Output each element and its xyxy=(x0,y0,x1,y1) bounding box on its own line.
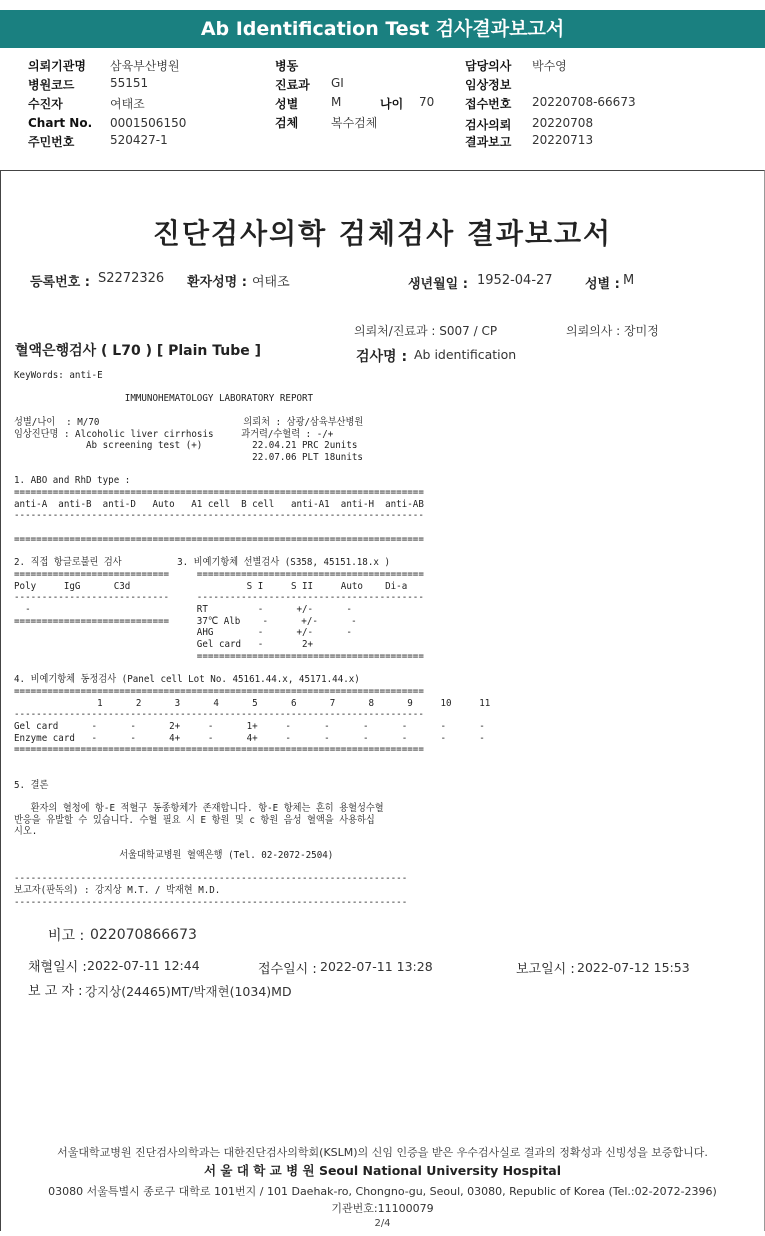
report-line: ============================ 37℃ Alb - +/- - xyxy=(14,615,357,627)
registration-value: S2272326 xyxy=(98,271,165,286)
report-line: 환자의 혈청에 항-E 적혈구 동종항체가 존재합니다. 항-E 항체는 흔히 용혈성수혈 xyxy=(14,802,384,814)
report-time-label: 보고일시 : xyxy=(516,962,575,977)
report-line: ========================================= xyxy=(14,650,424,662)
header-label: 수진자 xyxy=(28,97,63,111)
header-value: 여태조 xyxy=(110,97,145,111)
report-line: ========================================================================== xyxy=(14,533,424,545)
sex-value: M xyxy=(623,273,635,288)
header-label: 결과보고 xyxy=(465,135,512,149)
header-label: 진료과 xyxy=(275,78,310,92)
report-line: 4. 비예기항체 동정검사 (Panel cell Lot No. 45161.44.x, 45171.44.x) xyxy=(14,674,360,686)
header-value: GI xyxy=(331,76,344,90)
report-line: -------------------------------------------------------------------------- xyxy=(14,510,424,522)
report-line: ========================================================================== xyxy=(14,685,424,697)
receipt-time-label: 접수일시 : xyxy=(258,962,317,977)
report-line: -------------------------------------------------------------------------- xyxy=(14,709,424,721)
report-line: 보고자(판독의) : 강지상 M.T. / 박재현 M.D. xyxy=(14,884,221,896)
report-line: ========================================================================== xyxy=(14,744,424,756)
header-value: M xyxy=(331,95,342,109)
age-value: 70 xyxy=(419,95,435,109)
remarks-value: 022070866673 xyxy=(90,927,197,943)
report-line: ----------------------------------------------------------------------- xyxy=(14,873,408,885)
report-line: IMMUNOHEMATOLOGY LABORATORY REPORT xyxy=(14,393,314,405)
header-value: 박수영 xyxy=(532,59,567,73)
report-line: 반응을 유발할 수 있습니다. 수혈 필요 시 E 항원 및 c 항원 음성 혈액을 사용하십 xyxy=(14,814,375,826)
header-value: 520427-1 xyxy=(110,133,168,147)
header-label: 병동 xyxy=(275,59,299,73)
birth-date-value: 1952-04-27 xyxy=(477,273,553,288)
reporter-value: 강지상(24465)MT/박재현(1034)MD xyxy=(85,984,292,999)
report-line: AHG - +/- - xyxy=(14,627,352,639)
report-line: Gel card - - 2+ - 1+ - - - - - - xyxy=(14,721,485,732)
report-line: ========================================================================== xyxy=(14,487,424,498)
report-line: 성별/나이 : M/70 의뢰처 : 삼광/삼육부산병원 xyxy=(14,416,364,428)
institution-number: 기관번호:11100079 xyxy=(331,1202,434,1215)
report-line: Gel card - 2+ xyxy=(14,639,314,651)
header-label: 임상정보 xyxy=(465,78,512,92)
header-label: 접수번호 xyxy=(465,97,512,111)
banner-title: Ab Identification Test 검사결과보고서 xyxy=(200,18,565,40)
report-line: anti-A anti-B anti-D Auto A1 cell B cell anti-A1 anti-H anti-AB xyxy=(14,498,424,510)
header-value: 복수검체 xyxy=(331,116,378,130)
birth-date-label: 생년월일 : xyxy=(408,277,468,292)
report-time-value: 2022-07-12 15:53 xyxy=(577,960,690,975)
header-label: 검사의뢰 xyxy=(465,118,512,132)
document-title: 진단검사의학 검체검사 결과보고서 xyxy=(152,217,613,250)
header-value: 20220708-66673 xyxy=(532,95,636,109)
report-line: 1. ABO and RhD type : xyxy=(14,475,131,487)
ordering-doctor: 의뢰의사 : 장미정 xyxy=(566,324,659,338)
sex-label: 성별 : xyxy=(585,277,620,292)
header-label: 성별 xyxy=(275,97,299,111)
hospital-address: 03080 서울특별시 종로구 대학로 101번지 / 101 Daehak-ro, Chongno-gu, Seoul, 03080, Republic of Korea (Tel.:02-2072-2396) xyxy=(48,1185,717,1198)
registration-label: 등록번호 : xyxy=(30,275,90,290)
reporter-label: 보 고 자 : xyxy=(28,984,83,999)
remarks-label: 비고 : xyxy=(48,928,85,944)
header-value: 55151 xyxy=(110,76,149,90)
header-label: 의뢰기관명 xyxy=(28,59,86,73)
test-name-label: 검사명 : xyxy=(356,349,408,365)
report-line: 1 2 3 4 5 6 7 8 9 10 11 xyxy=(14,697,491,709)
header-label: 담당의사 xyxy=(465,59,512,73)
report-line: ---------------------------- ----------------------------------------- xyxy=(14,592,424,604)
report-line: Poly IgG C3d S I S II Auto Di-a xyxy=(14,580,408,592)
receipt-time-value: 2022-07-11 13:28 xyxy=(320,959,433,974)
report-body xyxy=(14,370,491,910)
patient-name-label: 환자성명 : xyxy=(187,275,247,290)
report-line: 임상진단명 : Alcoholic liver cirrhosis 과거력/수혈력 : -/+ xyxy=(14,428,334,440)
header-label: 주민번호 xyxy=(28,135,75,149)
header-label: Chart No. xyxy=(28,116,93,130)
age-label: 나이 xyxy=(380,97,404,111)
report-line: ============================ ========================================= xyxy=(14,568,424,580)
header-value: 20220713 xyxy=(532,133,594,147)
report-line: Ab screening test (+) 22.04.21 PRC 2units xyxy=(14,440,358,452)
patient-name-value: 여태조 xyxy=(252,275,290,290)
header-value: 0001506150 xyxy=(110,116,187,130)
report-line: 2. 직접 항글로불린 검사 3. 비예기항체 선별검사 (S358, 45151.18.x ) xyxy=(14,557,390,569)
hospital-name: 서 울 대 학 교 병 원 Seoul National University Hospital xyxy=(203,1163,562,1178)
header-label: 검체 xyxy=(275,116,299,130)
test-name-value: Ab identification xyxy=(414,347,517,362)
report-line: 5. 결론 xyxy=(14,779,49,791)
report-line: 22.07.06 PLT 18units xyxy=(14,451,363,463)
page-number: 2/4 xyxy=(374,1218,391,1229)
report-line: - RT - +/- - xyxy=(14,604,352,615)
report-line: Enzyme card - - 4+ - 4+ - - - - - - xyxy=(14,732,485,744)
section-title: 혈액은행검사 ( L70 ) [ Plain Tube ] xyxy=(15,343,262,359)
collection-time-label: 채혈일시 : xyxy=(28,960,87,975)
certification-note: 서울대학교병원 진단검사의학과는 대한진단검사의학회(KSLM)의 신임 인증을 받은 우수검사실로 결과의 정확성과 신빙성을 보증합니다. xyxy=(57,1146,708,1159)
report-line: KeyWords: anti-E xyxy=(14,370,103,381)
header-value: 삼육부산병원 xyxy=(110,59,180,73)
collection-time-value: 2022-07-11 12:44 xyxy=(87,958,200,973)
report-line: ----------------------------------------------------------------------- xyxy=(14,896,408,908)
header-value: 20220708 xyxy=(532,116,594,130)
department: 의뢰처/진료과 : S007 / CP xyxy=(354,324,498,338)
report-line: 시오. xyxy=(14,826,38,838)
header-label: 병원코드 xyxy=(28,78,75,92)
report-line: 서울대학교병원 혈액은행 (Tel. 02-2072-2504) xyxy=(14,849,334,861)
